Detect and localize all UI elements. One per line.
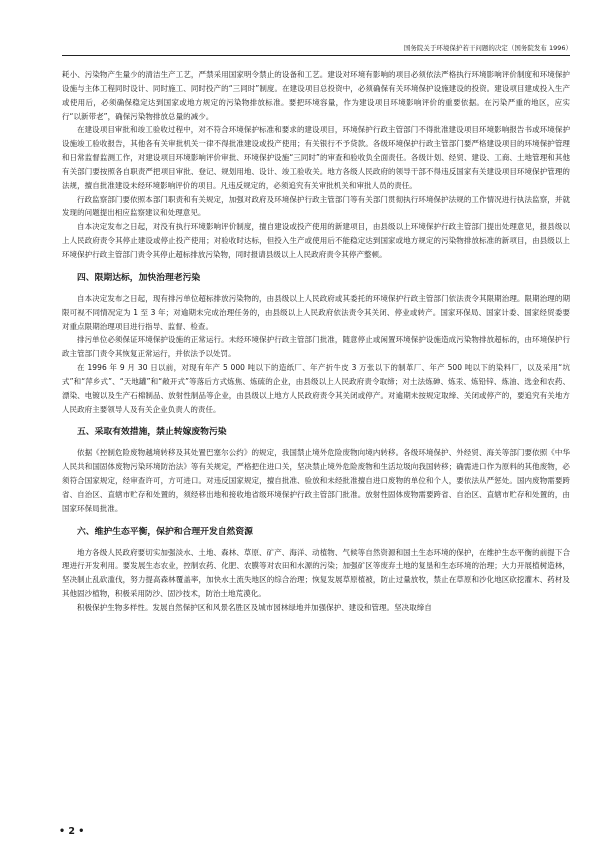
paragraph: 行政监察部门要依照本部门职责和有关规定，加强对政府及环境保护行政主管部门等有关部门贯彻执行环境保护法规的工作情况进行执法监察，并就发现的问题提出相应监察建议和处理意见。 — [62, 194, 570, 218]
paragraph: 依据《控制危险废物越境转移及其处置巴塞尔公约》的规定，我国禁止境外危险废物向境内转移。各级环境保护、外经贸、海关等部门要依照《中华人民共和国固体废物污染环境防治法》等有关规定，严格把住进口关，坚决禁止境外危险废物和生活垃圾向我国转移；确需进口作为原料的其他废物，必须符合国家规定，经审查许可，方可进口。对违反国家规定，擅自批准、验放和未经批准擅自进口废物的单位和个人，要依法从严惩处。国内废物需要跨省、自治区、直辖市贮存和处置的，须经移出地和接收地省级环境保护行政主管部门批准。放射性固体废物需要跨省、自治区、直辖市贮存和处置的，由国家环保局批准。 — [62, 448, 570, 513]
paragraph: 在 1996 年 9 月 30 日以前，对现有年产 5 000 吨以下的造纸厂、年产折牛皮 3 万张以下的制革厂、年产 500 吨以下的染料厂，以及采用“坑式”和“萍乡式”、“天地罐”和“敞开式”等落后方式炼焦、炼硫的企业，由县级以上人民政府责令取缔；对土法炼砷、炼汞、炼铅锌、炼油、选金和农药、漂染、电镀以及生产石棉制品、放射性制品等企业，由县级以上地方人民政府责令其关闭或停产。对逾期未按规定取缔、关闭或停产的，要追究有关地方人民政府主要领导人及有关企业负责人的责任。 — [62, 363, 570, 414]
paragraph: 地方各级人民政府要切实加强淡水、土地、森林、草原、矿产、海洋、动植物、气候等自然资源和国土生态环境的保护，在维护生态平衡的前提下合理进行开发利用。要发展生态农业，控制农药、化肥、农膜等对农田和水源的污染；加强矿区等废弃土地的复垦和生态环境的治理；大力开展植树造林，坚决制止乱砍滥伐，努力提高森林覆盖率，加快水土流失地区的综合治理；恢复发展草原植被，防止过量放牧，禁止在草原和沙化地区砍挖灌木、药材及其他固沙植物，积极采用防沙、固沙技术，防治土地荒漠化。 — [62, 547, 570, 599]
paragraph: 耗小、污染物产生量少的清洁生产工艺，严禁采用国家明令禁止的设备和工艺。建设对环境有影响的项目必须依法严格执行环境影响评价制度和环境保护设施与主体工程同时设计、同时施工、同时投产的“三同时”制度。在建设项目总投资中，必须确保有关环境保护设施建设的投资。建设项目建成投入生产或使用后，必须确保稳定达到国家或地方规定的污染物排放标准。要把环境容量，作为建设项目环境影响评价的重要依据。在污染严重的地区，应实行“以新带老”，确保污染物排放总量的减少。 — [62, 70, 570, 121]
body-text — [62, 68, 570, 615]
page-number: • 2 • — [59, 826, 85, 837]
paragraph: 积极保护生物多样性。发展自然保护区和风景名胜区及城市园林绿地并加强保护、建设和管理。坚决取缔自 — [77, 603, 432, 612]
paragraph: 排污单位必须保证环境保护设施的正常运行。未经环境保护行政主管部门批准，随意停止或闲置环境保护设施造成污染物排放超标的，由环境保护行政主管部门责令其恢复正常运行，并依法予以处罚。 — [62, 335, 570, 359]
paragraph: 自本决定发布之日起，对没有执行环境影响评价制度，擅自建设或投产使用的新建项目，由县级以上环境保护行政主管部门提出处理意见，报县级以上人民政府责令其停止建设或停止投产使用；对验收时达标，但投入生产或使用后不能稳定达到国家或地方规定的污染物排放标准的新项目，由县级以上环境保护行政主管部门责令其停止超标排放污染物，同时报请县级以上人民政府责令其停产整顿。 — [62, 222, 570, 259]
section-heading-5: 五、采取有效措施，禁止转嫁废物污染 — [77, 427, 227, 438]
header-rule — [62, 55, 570, 56]
running-header: 国务院关于环境保护若干问题的决定（国务院发布 1996） — [403, 44, 572, 52]
section-heading-4: 四、限期达标，加快治理老污染 — [77, 272, 201, 283]
section-heading-6: 六、维护生态平衡，保护和合理开发自然资源 — [77, 526, 253, 537]
paragraph: 在建设项目审批和竣工验收过程中，对不符合环境保护标准和要求的建设项目，环境保护行政主管部门不得批准建设项目环境影响报告书或环境保护设施竣工验收报告，其他各有关审批机关一律不得批准建设或投产使用；有关银行不予贷款。各级环境保护行政主管部门要严格建设项目的环境保护管理和日常监督监测工作，对建设项目环境影响评价审批、环境保护设施“三同时”的审查和验收负全面责任。各级计划、经贸、建设、工商、土地管理和其他有关部门要按照各自职责严把项目审批、登记、规划用地、设计、竣工验收关。地方各级人民政府的领导干部不得违反国家有关建设项目环境保护管理的法规，擅自批准建设未经环境影响评价的项目。凡违反规定的，必须追究有关审批机关和审批人员的责任。 — [62, 125, 570, 190]
paragraph: 自本决定发布之日起，现有排污单位超标排放污染物的，由县级以上人民政府或其委托的环境保护行政主管部门依法责令其限期治理。限期治理的期限可视不同情况定为 1 至 3 年；对逾期未完成治理任务的，由县级以上人民政府依法责令其关闭、停业或转产。国家环保局、国家计委、国家经贸委要对重点限期治理项目进行指导、监督、检查。 — [62, 293, 570, 331]
